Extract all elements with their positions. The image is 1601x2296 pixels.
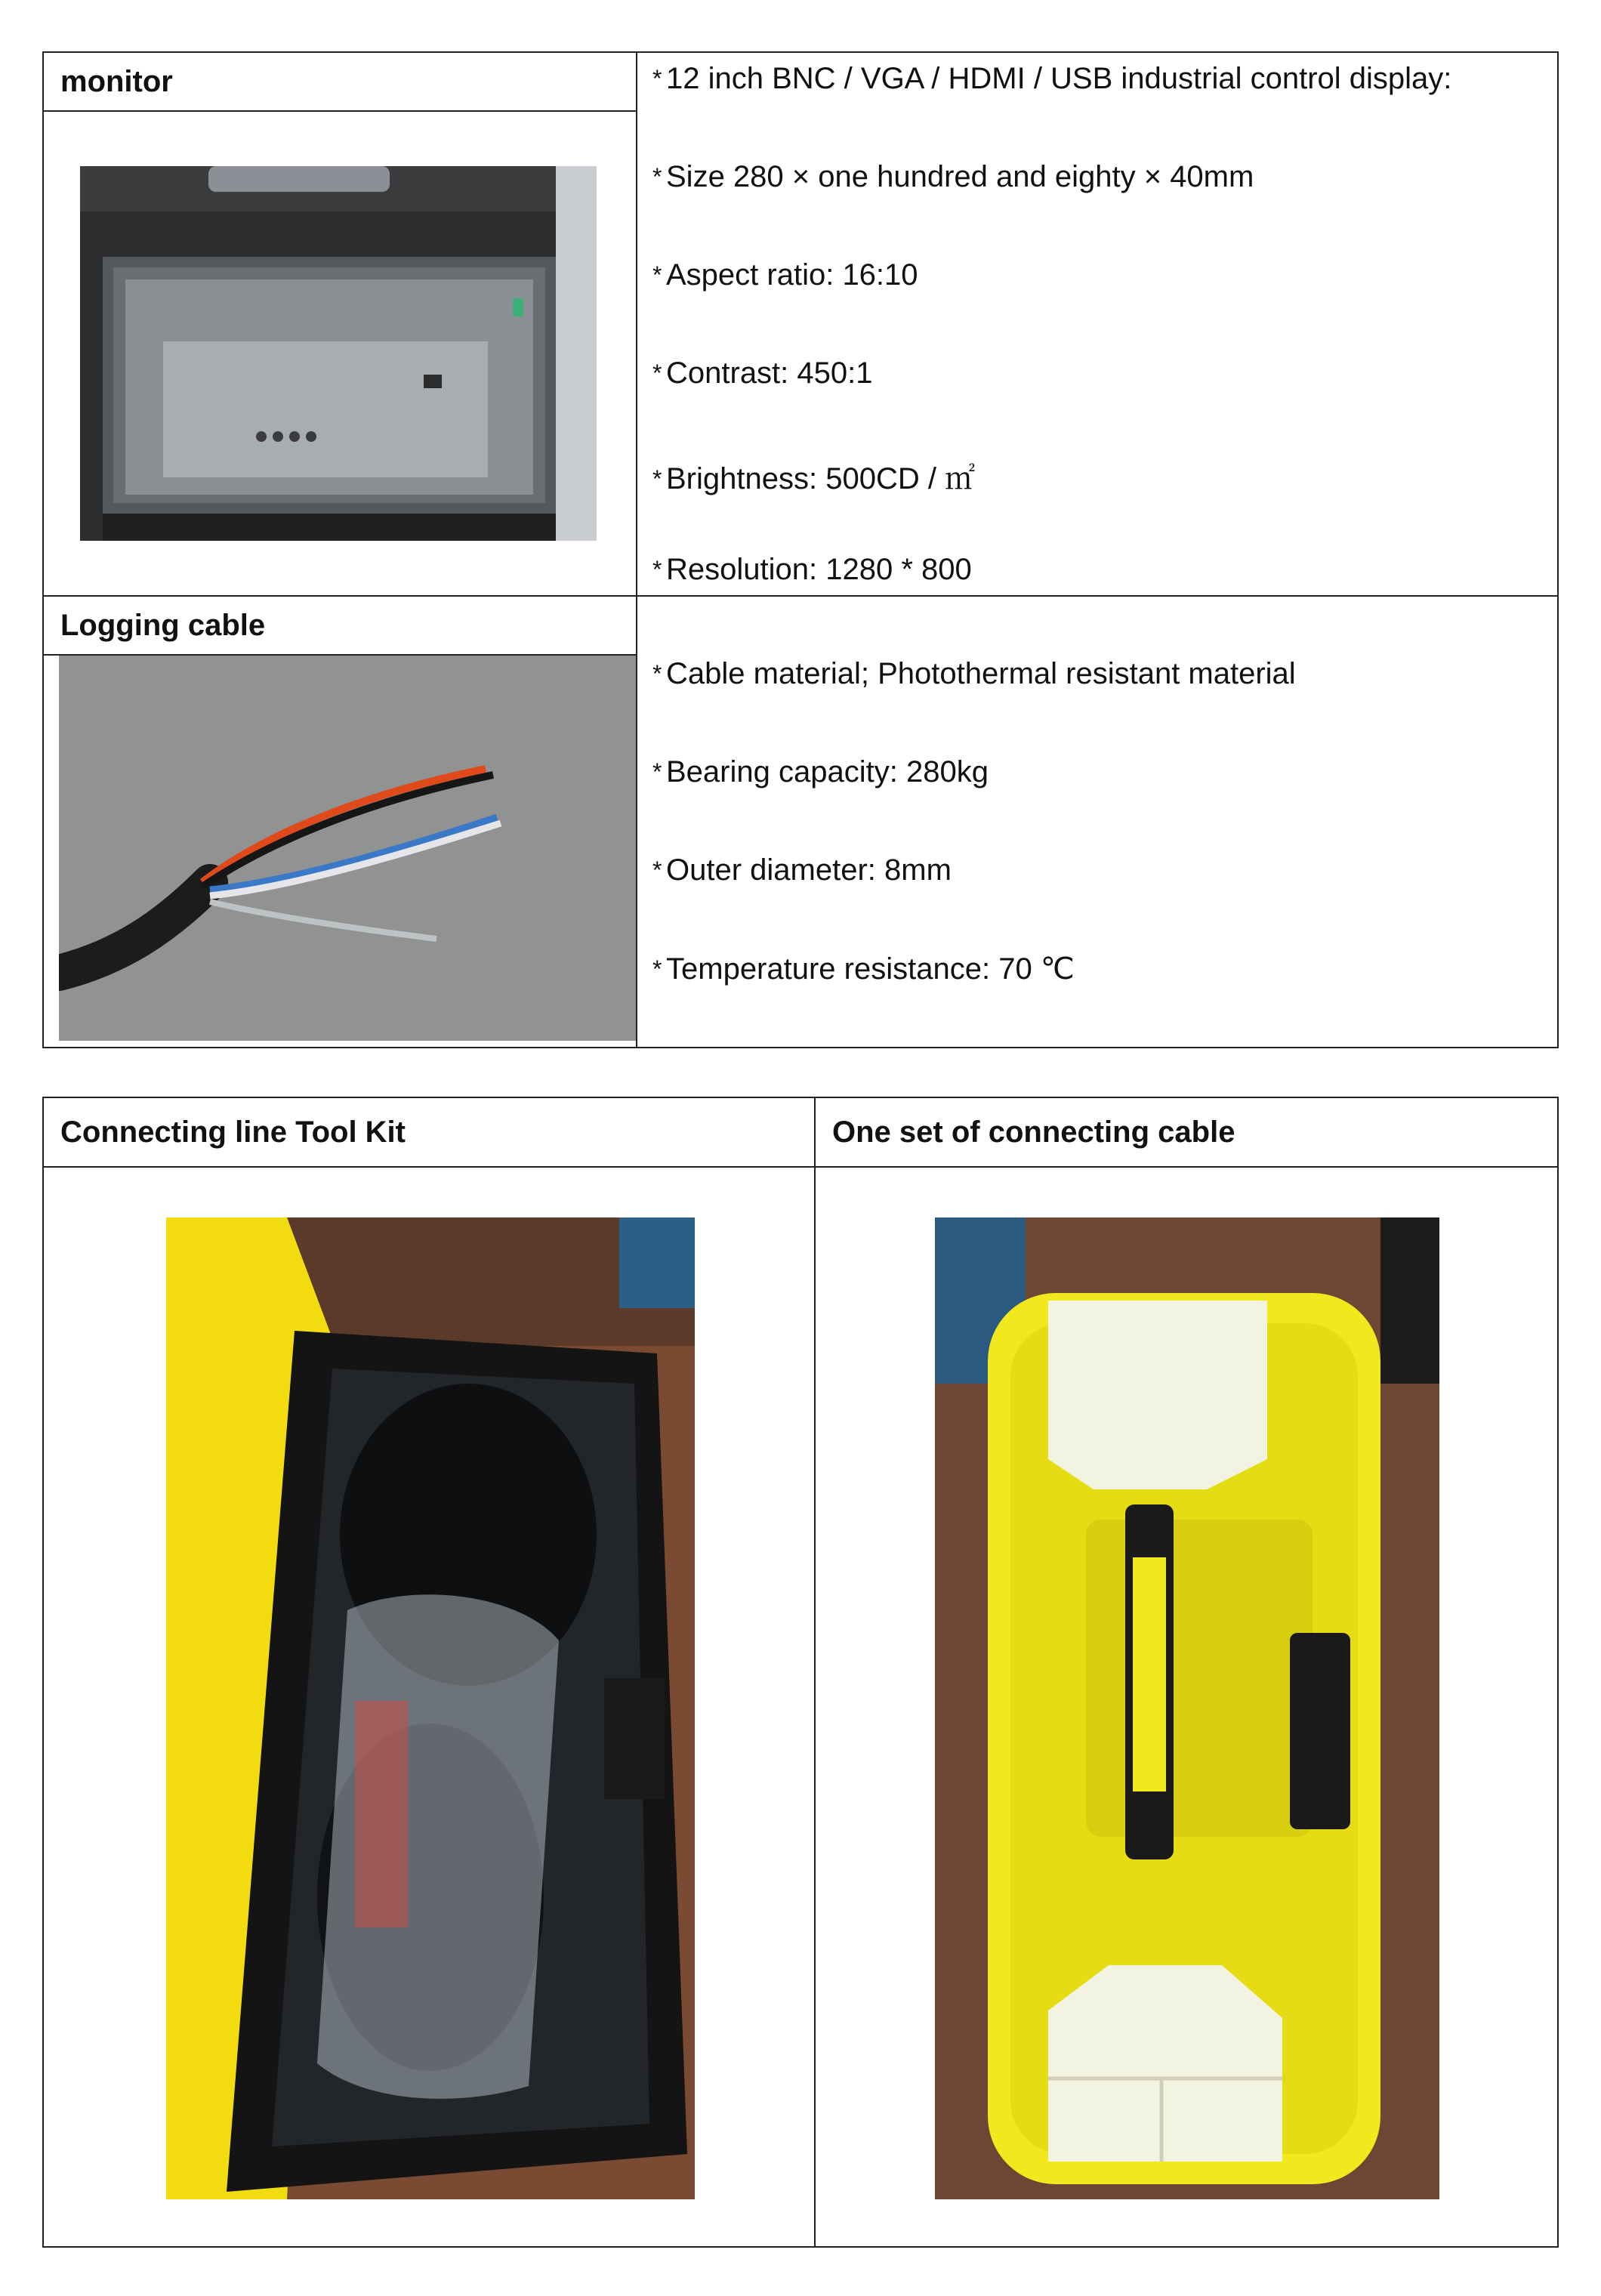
bullet-glyph: *: [652, 856, 662, 884]
connecting-cable-title: One set of connecting cable: [832, 1115, 1235, 1149]
column-divider: [814, 1098, 816, 2246]
bullet-glyph: *: [652, 163, 662, 190]
bullet-glyph: *: [652, 65, 662, 92]
spec-line: * Bearing capacity: 280kg: [652, 755, 989, 788]
bullet-glyph: *: [652, 955, 662, 983]
spec-line: * 12 inch BNC / VGA / HDMI / USB industrial control display:: [652, 62, 1452, 95]
header-underline: [44, 110, 636, 112]
monitor-title: monitor: [60, 64, 173, 98]
bullet-glyph: *: [652, 758, 662, 785]
spec-line: * Aspect ratio: 16:10: [652, 258, 918, 292]
logging-cable-title: Logging cable: [60, 608, 266, 642]
spec-line: * Resolution: 1280 * 800: [652, 553, 972, 586]
spec-table-2: [42, 1097, 1559, 2248]
bullet-glyph: *: [652, 261, 662, 289]
bullet-glyph: *: [652, 360, 662, 387]
toolkit-title: Connecting line Tool Kit: [60, 1115, 406, 1149]
bullet-glyph: *: [652, 660, 662, 687]
monitor-photo: [80, 166, 597, 541]
spec-line: * Cable material; Photothermal resistant material: [652, 657, 1296, 690]
header-underline: [44, 1166, 1557, 1168]
closed-yellow-toolbox-photo: [935, 1217, 1439, 2199]
spec-line: * Outer diameter: 8mm: [652, 853, 952, 887]
bullet-glyph: *: [652, 556, 662, 583]
logging-cable-photo: [59, 656, 636, 1041]
spec-line: * Brightness: 500CD / ㎡: [652, 462, 976, 495]
column-divider: [636, 53, 637, 1047]
spec-table-1: [42, 51, 1559, 1048]
spec-line: * Contrast: 450:1: [652, 356, 873, 390]
open-toolbox-photo: [166, 1217, 695, 2199]
spec-line: * Size 280 × one hundred and eighty × 40mm: [652, 160, 1254, 193]
bullet-glyph: *: [652, 465, 662, 492]
spec-line: * Temperature resistance: 70 ℃: [652, 952, 1075, 986]
